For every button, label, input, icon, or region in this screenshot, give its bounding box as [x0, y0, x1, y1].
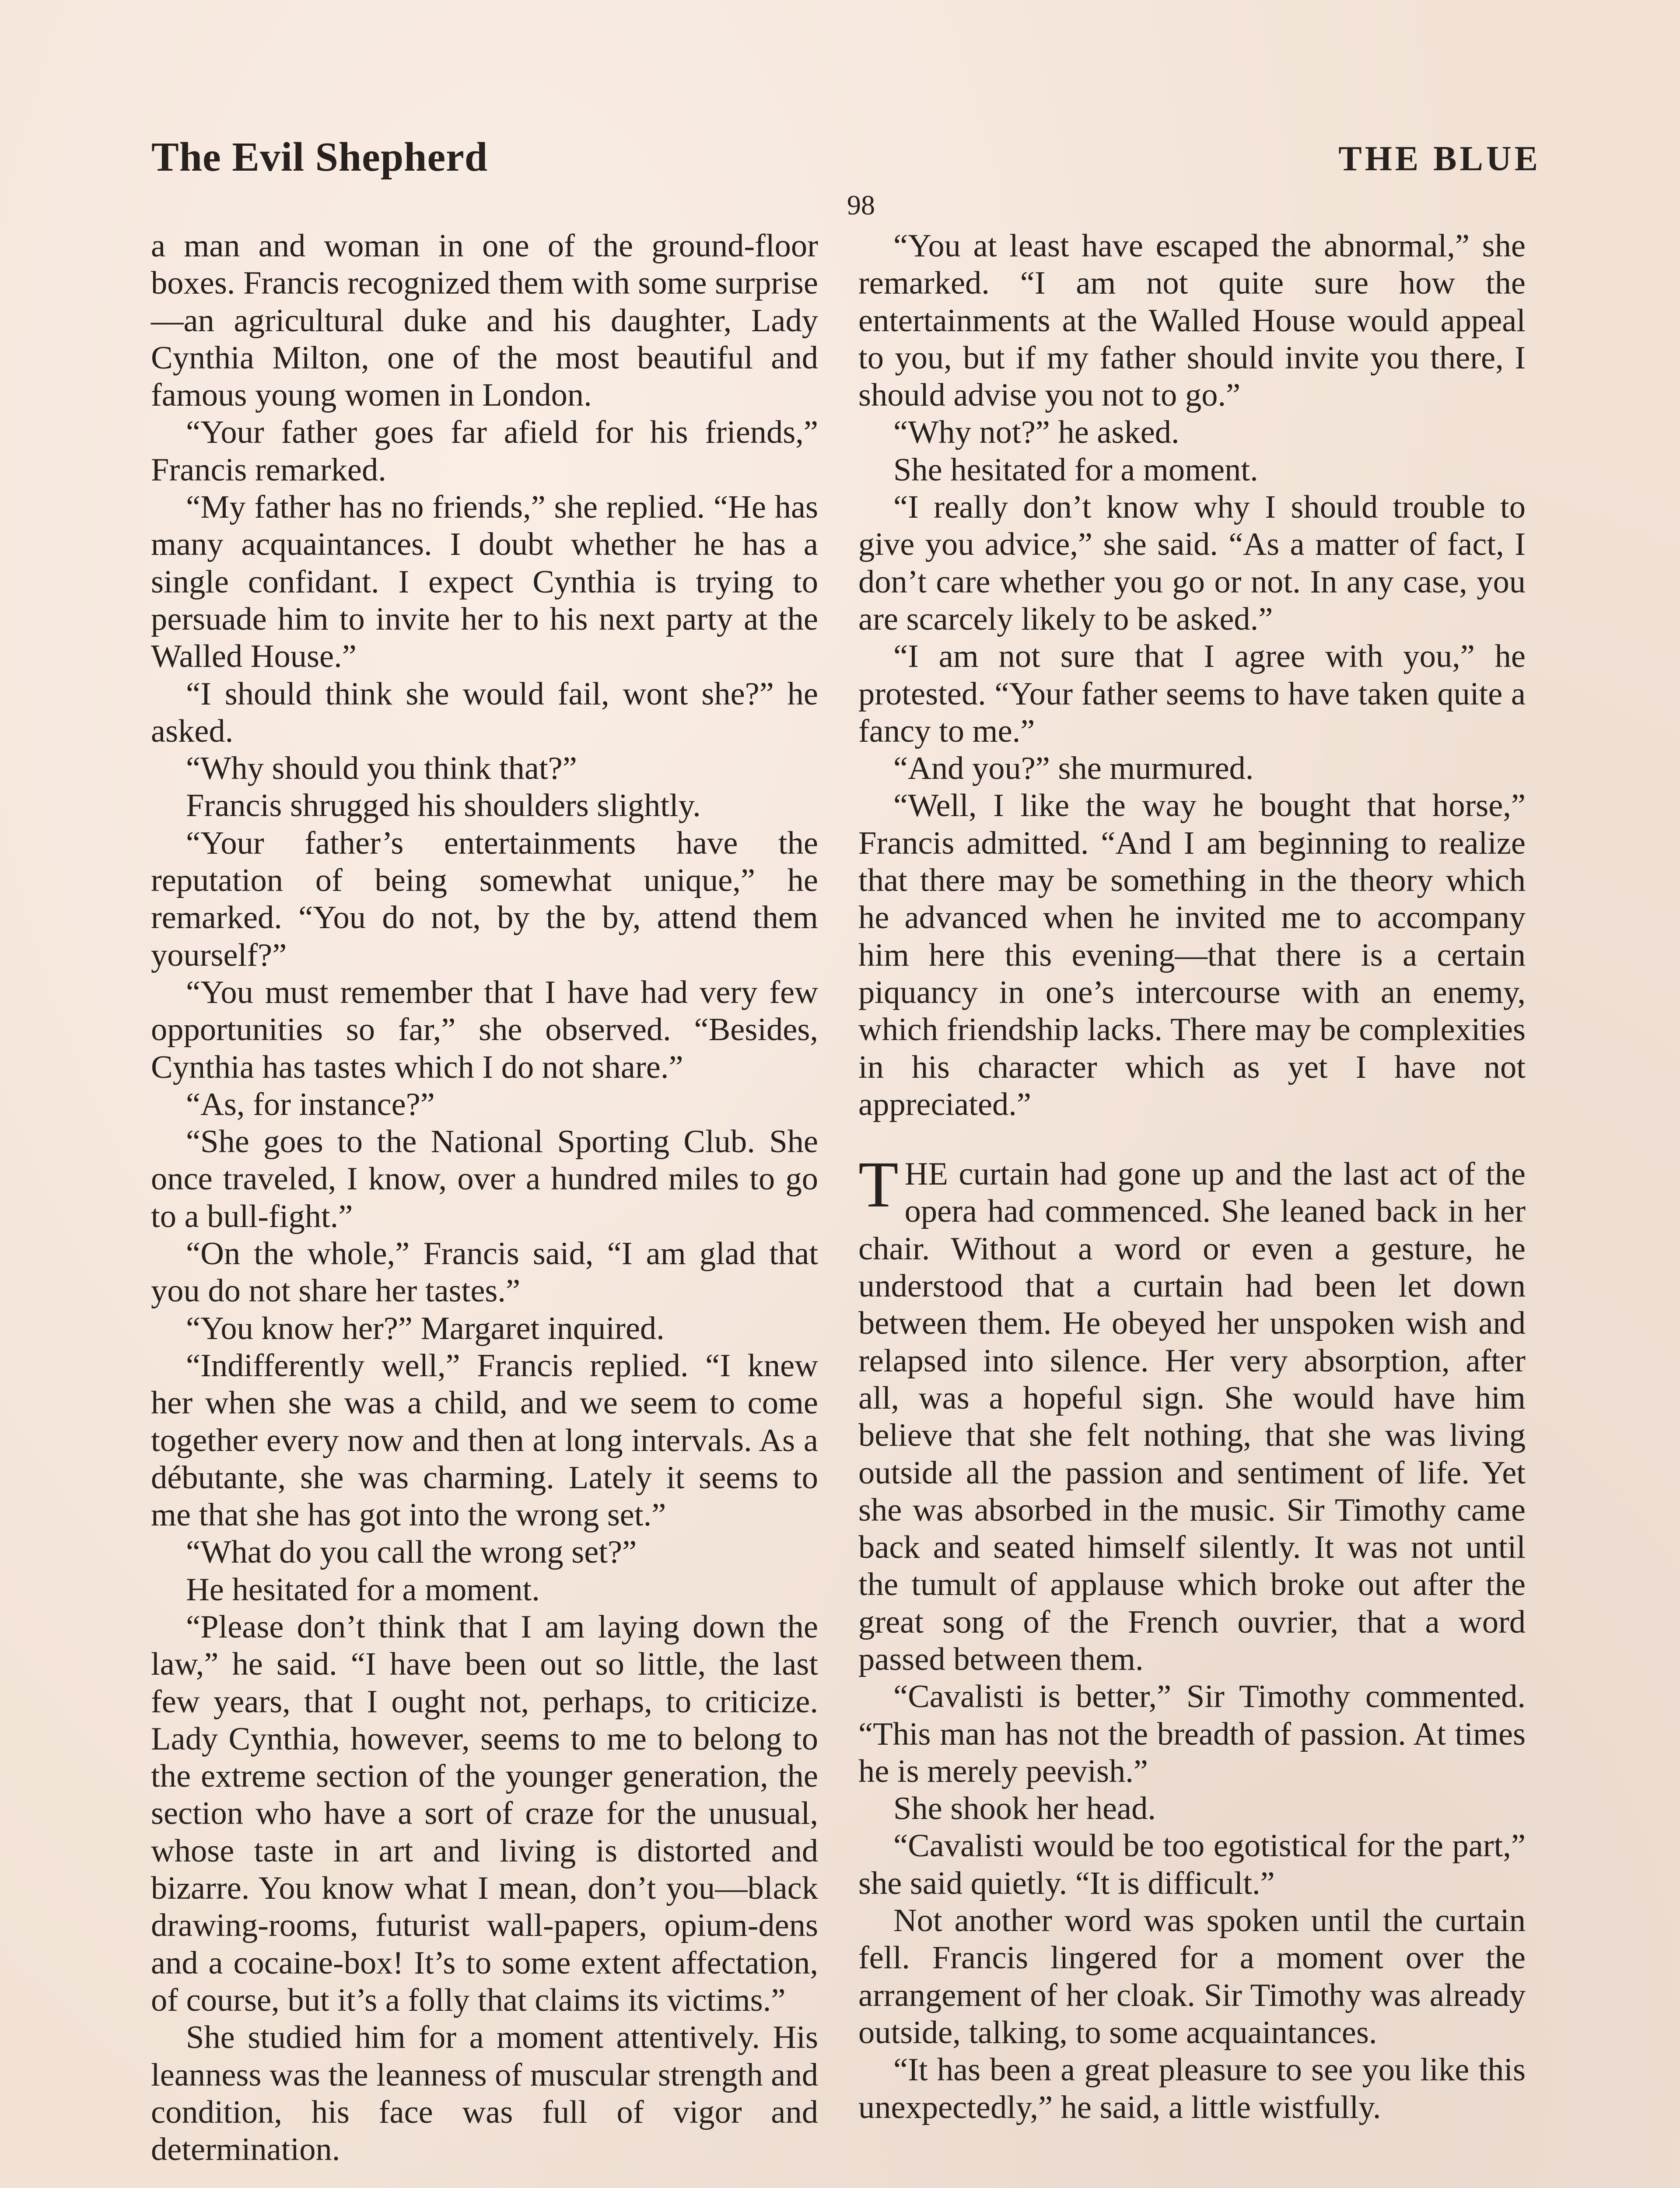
- section-opening-paragraph: [858, 1148, 1526, 1678]
- paragraph: She hesitated for a moment.: [893, 452, 1258, 488]
- paragraph: “I am not sure that I agree with you,” he protested. “Your father seems to have taken quite a fancy to me.”: [858, 638, 1526, 749]
- paragraph: “Well, I like the way he bought that horse,” Francis admitted. “And I am beginning to realize that there may be something in the theory which he advanced when he invited me to accompany him here this evening—that there is a certain piquancy in one’s intercourse with an enemy, which friendship lacks. There may be complexities in his character which as yet I have not appreciated.”: [858, 788, 1526, 1122]
- paragraph: He hesitated for a moment.: [186, 1571, 540, 1608]
- paragraph: “You must remember that I have had very few opportunities so far,” she observed. “Besides, Cynthia has tastes which I do not share.”: [151, 974, 818, 1085]
- paragraph: “What do you call the wrong set?”: [186, 1534, 637, 1571]
- paragraph: She studied him for a moment attentively. His leanness was the leanness of muscular strength and condition, his face was full of vigor and determination.: [151, 2020, 818, 2168]
- paragraph: “She goes to the National Sporting Club. She once traveled, I know, over a hundred miles to go to a bull-fight.”: [151, 1124, 818, 1234]
- paragraph: “Your father goes far afield for his friends,” Francis remarked.: [151, 414, 818, 488]
- paragraph: Francis shrugged his shoulders slightly.: [186, 788, 701, 824]
- paragraph: Not another word was spoken until the curtain fell. Francis lingered for a moment over the arrangement of her cloak. Sir Timothy was already outside, talking, to some acquaintances.: [858, 1903, 1526, 2051]
- section-opening-text: HE curtain had gone up and the last act of the opera had commenced. She leaned back in her chair. Without a word or even a gesture, he understood that a curtain had been let down between them. He obeyed her unspoken wish and relapsed into silence. Her very absorption, after all, was a hopeful sign. She would have him believe that she felt nothing, that she was living outside all the passion and sentiment of life. Yet she was absorbed in the music. Sir Timothy came back and seated himself silently. It was not until the tumult of applause which broke out after the great song of the French ouvrier, that a word passed between them.: [858, 1156, 1526, 1677]
- paragraph: a man and woman in one of the ground-floor boxes. Francis recognized them with some surprise—an agricultural duke and his daughter, Lady Cynthia Milton, one of the most beautiful and famous young women in London.: [151, 228, 818, 414]
- paragraph: “Please don’t think that I am laying down the law,” he said. “I have been out so little, the last few years, that I ought not, perhaps, to criticize. Lady Cynthia, however, seems to me to belong to the extreme section of the younger generation, the section who have a sort of craze for the unusual, whose taste in art and living is distorted and bizarre. You know what I mean, don’t you—black drawing-rooms, futurist wall-papers, opium-dens and a cocaine-box! It’s to some extent affectation, of course, but it’s a folly that claims its victims.”: [151, 1609, 818, 2018]
- paragraph: “And you?” she murmured.: [893, 750, 1254, 787]
- paragraph: “Cavalisti is better,” Sir Timothy commented. “This man has not the breadth of passion. At times he is merely peevish.”: [858, 1679, 1526, 1789]
- paragraph: “Cavalisti would be too egotistical for the part,” she said quietly. “It is difficult.”: [858, 1828, 1526, 1901]
- paragraph: “As, for instance?”: [186, 1086, 435, 1122]
- paragraph: She shook her head.: [893, 1791, 1156, 1827]
- paragraph: “I really don’t know why I should trouble to give you advice,” she said. “As a matter of fact, I don’t care whether you go or not. In any case, you are scarcely likely to be asked.”: [858, 489, 1526, 637]
- running-head-magazine: THE BLUE: [1338, 140, 1541, 178]
- paragraph: “I should think she would fail, wont she?” he asked.: [151, 676, 818, 749]
- drop-cap: T: [858, 1148, 899, 1221]
- paragraph: “My father has no friends,” she replied. “He has many acquaintances. I doubt whether he has a single confidant. I expect Cynthia is trying to persuade him to invite her to his next party at the Walled House.”: [151, 489, 818, 675]
- paragraph: “Why not?” he asked.: [893, 414, 1180, 451]
- paragraph: “Your father’s entertainments have the reputation of being somewhat unique,” he remarked. “You do not, by the by, attend them yourself?”: [151, 825, 818, 973]
- right-column: [858, 228, 1526, 2126]
- paragraph: “Indifferently well,” Francis replied. “I knew her when she was a child, and we seem to come together every now and then at long intervals. As a débutante, she was charming. Lately it seems to me that she has got into the wrong set.”: [151, 1347, 818, 1533]
- left-column: [151, 228, 818, 2168]
- paragraph: “Why should you think that?”: [186, 750, 577, 787]
- paragraph: “You at least have escaped the abnormal,” she remarked. “I am not quite sure how the entertainments at the Walled House would appeal to you, but if my father should invite you there, I should advise you not to go.”: [858, 228, 1526, 414]
- paragraph: “On the whole,” Francis said, “I am glad that you do not share her tastes.”: [151, 1236, 818, 1309]
- paragraph: “You know her?” Margaret inquired.: [186, 1310, 665, 1346]
- running-head-title: The Evil Shepherd: [151, 134, 488, 180]
- paragraph: “It has been a great pleasure to see you like this unexpectedly,” he said, a little wistfully.: [858, 2052, 1526, 2125]
- page-number: 98: [847, 189, 875, 221]
